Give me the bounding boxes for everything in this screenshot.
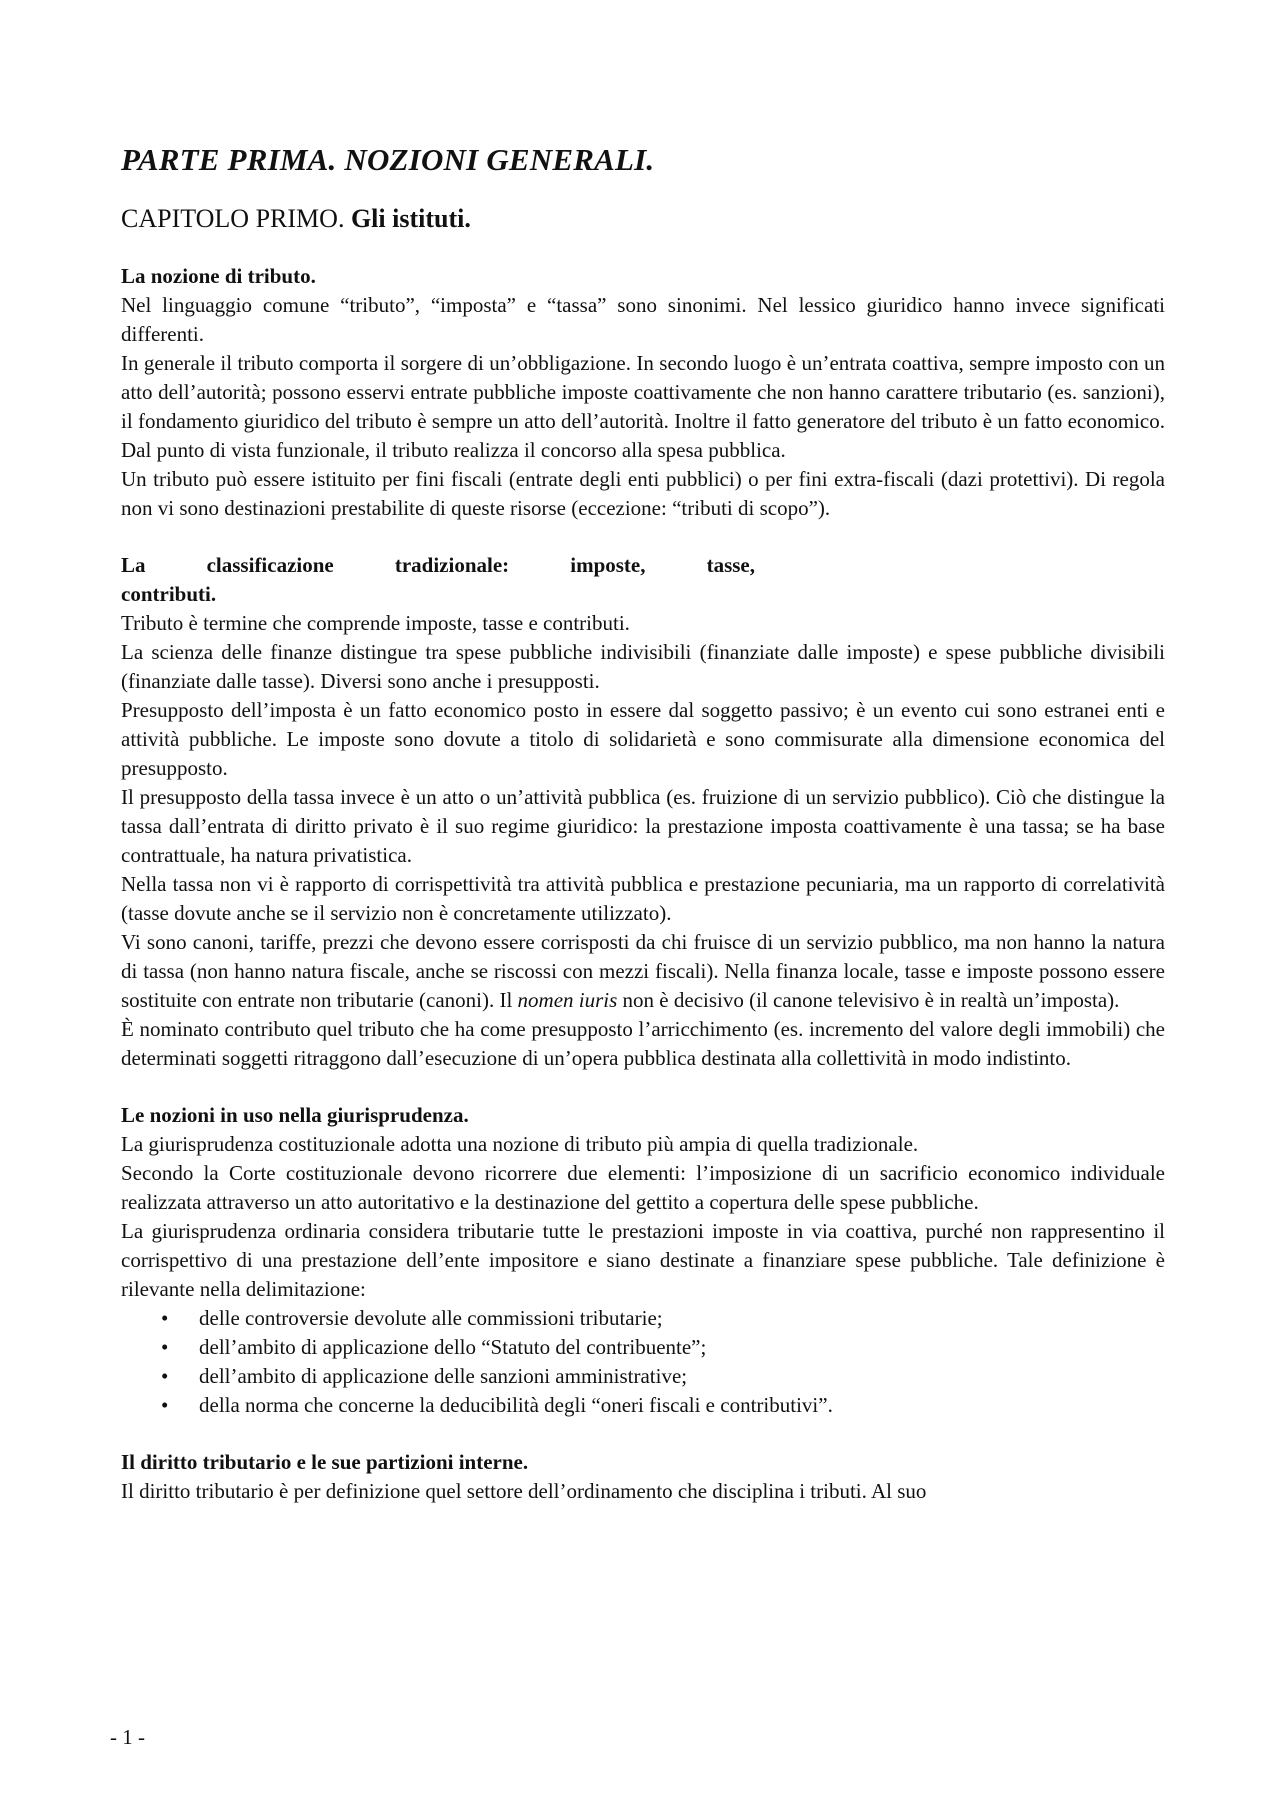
chapter-title [121, 202, 1165, 236]
paragraph-text: Vi sono canoni, tariffe, prezzi che devono essere corrisposti da chi fruisce di un servizio pubblico, ma non hanno la natura di tassa (non hanno natura fiscale, anche se riscossi con mezzi fiscali). Nella finanza locale, tasse e imposte possono essere sostituite con entrate non tributarie (canoni). Il [121, 930, 1165, 1012]
paragraph: Tributo è termine che comprende imposte, tasse e contributi. [121, 611, 630, 635]
paragraph-text: non è decisivo (il canone televisivo è in realtà un’imposta). [617, 988, 1120, 1012]
list-item [121, 1333, 1165, 1362]
paragraph: Nel linguaggio comune “tributo”, “imposta” e “tassa” sono sinonimi. Nel lessico giuridico hanno invece significati differenti. [121, 293, 1165, 346]
section-title: Il diritto tributario e le sue partizioni interne. [121, 1450, 529, 1474]
paragraph: Il presupposto della tassa invece è un atto o un’attività pubblica (es. fruizione di un servizio pubblico). Ciò che distingue la tassa dall’entrata di diritto privato è il suo regime giuridico: la prestazione imposta coattivamente è una tassa; se ha base contrattuale, ha natura privatistica. [121, 785, 1165, 867]
list-item-text: dell’ambito di applicazione dello “Statuto del contribuente”; [199, 1335, 707, 1359]
paragraph: È nominato contributo quel tributo che ha come presupposto l’arricchimento (es. incremento del valore degli immobili) che determinati soggetti ritraggono dall’esecuzione di un’opera pubblica destinata alla collettività in modo indistinto. [121, 1017, 1165, 1070]
page-content [121, 140, 1165, 1534]
paragraph: Un tributo può essere istituito per fini fiscali (entrate degli enti pubblici) o per fini extra-fiscali (dazi protettivi). Di regola non vi sono destinazioni prestabilite di queste risorse (eccezione: “tributi di scopo”). [121, 467, 1165, 520]
list-item [121, 1304, 1165, 1333]
list-item-text: dell’ambito di applicazione delle sanzioni amministrative; [199, 1364, 688, 1388]
section-nozione-di-tributo [121, 262, 1165, 523]
italic-term: nomen iuris [517, 988, 618, 1012]
bullet-icon: • [161, 1335, 169, 1359]
paragraph: In generale il tributo comporta il sorgere di un’obbligazione. In secondo luogo è un’entrata coattiva, sempre imposto con un atto dell’autorità; possono esservi entrate pubbliche imposte coattivamente che non hanno carattere tributario (es. sanzioni), il fondamento giuridico del tributo è sempre un atto dell’autorità. Inoltre il fatto generatore del tributo è un fatto economico. Dal punto di vista funzionale, il tributo realizza il concorso alla spesa pubblica. [121, 351, 1165, 462]
chapter-title-suffix: Gli istituti. [350, 204, 471, 233]
chapter-title-prefix: CAPITOLO PRIMO. [121, 204, 345, 233]
section-nozioni-giurisprudenza [121, 1101, 1165, 1420]
bullet-icon: • [161, 1306, 169, 1330]
section-title: Le nozioni in uso nella giurisprudenza. [121, 1103, 469, 1127]
page-number: - 1 - [110, 1725, 145, 1749]
paragraph: La giurisprudenza costituzionale adotta una nozione di tributo più ampia di quella tradizionale. [121, 1132, 919, 1156]
part-title: PARTE PRIMA. NOZIONI GENERALI. [121, 142, 655, 177]
section-title: La nozione di tributo. [121, 264, 316, 288]
section-title: La classificazione tradizionale: imposte, tasse, [121, 553, 755, 577]
list-item-text: della norma che concerne la deducibilità degli “oneri fiscali e contributivi”. [199, 1393, 833, 1417]
paragraph: Nella tassa non vi è rapporto di corrispettività tra attività pubblica e prestazione pecuniaria, ma un rapporto di correlatività (tasse dovute anche se il servizio non è concretamente utilizzato). [121, 872, 1165, 925]
section-title-continuation: contributi. [121, 582, 217, 606]
list-item-text: delle controversie devolute alle commissioni tributarie; [199, 1306, 663, 1330]
paragraph: La giurisprudenza ordinaria considera tributarie tutte le prestazioni imposte in via coattiva, purché non rappresentino il corrispettivo di una prestazione dell’ente impositore e siano destinate a finanziare spese pubbliche. Tale definizione è rilevante nella delimitazione: [121, 1219, 1165, 1301]
paragraph: Presupposto dell’imposta è un fatto economico posto in essere dal soggetto passivo; è un evento cui sono estranei enti e attività pubbliche. Le imposte sono dovute a titolo di solidarietà e sono commisurate alla dimensione economica del presupposto. [121, 698, 1165, 780]
bullet-icon: • [161, 1364, 169, 1388]
paragraph-with-italic [121, 928, 1165, 1015]
bullet-icon: • [161, 1393, 169, 1417]
paragraph: Il diritto tributario è per definizione quel settore dell’ordinamento che disciplina i tributi. Al suo [121, 1479, 927, 1503]
list-item [121, 1391, 1165, 1420]
list-item [121, 1362, 1165, 1391]
paragraph: La scienza delle finanze distingue tra spese pubbliche indivisibili (finanziate dalle imposte) e spese pubbliche divisibili (finanziate dalle tasse). Diversi sono anche i presupposti. [121, 640, 1165, 693]
section-classificazione-tradizionale [121, 551, 1165, 1073]
section-diritto-tributario [121, 1448, 1165, 1506]
paragraph: Secondo la Corte costituzionale devono ricorrere due elementi: l’imposizione di un sacrificio economico individuale realizzata attraverso un atto autoritativo e la destinazione del gettito a copertura delle spese pubbliche. [121, 1161, 1165, 1214]
bullet-list [121, 1304, 1165, 1420]
